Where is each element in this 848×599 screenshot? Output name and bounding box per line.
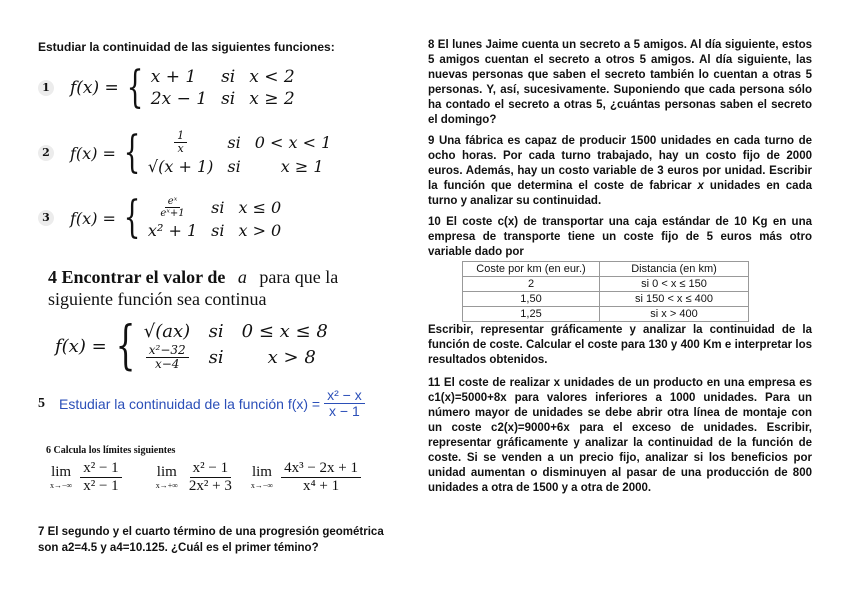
- case-si: si: [208, 347, 224, 368]
- left-brace: {: [123, 192, 141, 243]
- numerator: x²−32: [146, 344, 189, 358]
- function-lhs: f(x) =: [70, 143, 116, 163]
- exercise-number: 3: [38, 210, 54, 226]
- limit-1: [48, 460, 124, 494]
- ex7-line2: son a2=4.5 y a4=10.125. ¿Cuál es el primer témino?: [38, 542, 319, 554]
- numerator: x² − x: [324, 388, 365, 404]
- table-row: [463, 277, 749, 292]
- case-expr: √(x + 1): [147, 157, 214, 177]
- numerator: x² − 1: [80, 460, 121, 478]
- ex9-variable: x: [697, 180, 704, 192]
- exercise-1: [38, 62, 295, 113]
- case-expr: √(ax): [143, 320, 191, 342]
- limit-2: [154, 460, 237, 494]
- exercise-number: 5: [38, 395, 45, 411]
- fraction: [146, 344, 189, 371]
- denominator: 2x² + 3: [188, 477, 232, 494]
- fraction: [186, 460, 235, 494]
- ex4-line2: siguiente función sea continua: [48, 289, 267, 309]
- denominator: x − 1: [329, 403, 360, 420]
- exercise-3: [38, 192, 282, 243]
- denominator: eˣ+1: [160, 208, 185, 219]
- ex4-variable: a: [237, 267, 247, 287]
- piecewise-cases: [144, 321, 328, 371]
- numerator: x² − 1: [190, 460, 231, 478]
- piecewise-cases: [148, 196, 281, 240]
- exercise-number: 2: [38, 145, 54, 161]
- ex5-text: Estudiar la continuidad de la función f(x) =: [59, 395, 321, 412]
- table-header-row: [463, 262, 749, 277]
- denominator: x−4: [154, 357, 180, 371]
- exercise-9: [428, 134, 812, 209]
- ex4-title-end: para que la: [259, 267, 339, 287]
- case-si: si: [208, 320, 224, 342]
- fraction: [150, 196, 195, 219]
- fraction: [80, 460, 121, 494]
- case-si: si: [211, 198, 225, 217]
- lim-sub: x→−∞: [250, 481, 274, 490]
- left-brace: {: [115, 316, 136, 376]
- left-brace: {: [123, 127, 141, 179]
- lim-text: lim: [156, 464, 177, 480]
- case-cond: x ≥ 1: [280, 157, 324, 177]
- case-si: si: [227, 157, 241, 177]
- denominator: x⁴ + 1: [302, 477, 340, 494]
- case-cond: x > 0: [238, 221, 282, 240]
- lim-sub: x→+∞: [155, 481, 178, 490]
- ex4-title-start: 4 Encontrar el valor de: [48, 267, 226, 287]
- table-row: [463, 292, 749, 307]
- case-expr: 2x − 1: [150, 89, 208, 109]
- exercise-number: 1: [38, 80, 54, 96]
- case-cond: x ≥ 2: [249, 89, 295, 109]
- table-cell: si x > 400: [600, 307, 749, 322]
- fraction: [281, 460, 361, 494]
- case-cond: x > 8: [267, 347, 316, 368]
- table-header: Distancia (en km): [600, 262, 749, 277]
- case-si: si: [221, 67, 236, 87]
- exercise-7: [38, 524, 384, 556]
- exercise-8: 8 El lunes Jaime cuenta un secreto a 5 amigos. Al día siguiente, estos 5 amigos cuentan el secreto a otros 5 amigos. Al día siguiente, las nuevas personas que saben el secreto también lo cuentan a otras 5 personas. Y, así, sucesivamente. Suponiendo que cada persona sólo ha contado el secreto a otras 5, ¿cuántas personas saben el secreto el domingo?: [428, 39, 812, 126]
- numerator: 1: [174, 130, 187, 143]
- exercise-4-title: [48, 266, 338, 310]
- case-cond: x < 2: [249, 67, 295, 87]
- table-cell: 2: [463, 277, 600, 292]
- fraction: [324, 388, 365, 420]
- case-cond: 0 ≤ x ≤ 8: [241, 320, 328, 342]
- case-cond: 0 < x < 1: [254, 133, 332, 153]
- exercise-5: [38, 388, 367, 420]
- limit-operator: [251, 464, 273, 490]
- ex9-text-b: unidades en cada turno y analizar su continuidad.: [428, 180, 812, 207]
- piecewise-cases: [148, 130, 331, 176]
- numerator: 4x³ − 2x + 1: [281, 460, 361, 478]
- case-si: si: [227, 133, 241, 153]
- piecewise-cases: [151, 67, 295, 109]
- exercise-6-limits: [48, 460, 363, 494]
- table-cell: si 0 < x ≤ 150: [600, 277, 749, 292]
- lim-sub: x→−∞: [50, 481, 73, 490]
- exercise-10: 10 El coste c(x) de transportar una caja estándar de 10 Kg en una empresa de transporte tiene un coste fijo de 5 euros más otro variable dado por: [428, 216, 812, 258]
- exercise-11: 11 El coste de realizar x unidades de un producto en una empresa es c1(x)=5000+8x para valores inferiores a 1000 unidades. Para un número mayor de unidades se debe abrir otra línea de montaje con un coste c2(x)=9000+6x para el exceso de unidades. Escribir, representar gráficamente y analizar la continuidad de la función de coste. Si se venden a un precio fijo, analizar si los beneficios por unidad aumentan o disminuyen al pasar de una producción de 800 unidades a otra de 1500 y a otra de 2000.: [428, 377, 812, 494]
- case-cond: x ≤ 0: [238, 198, 282, 217]
- intro-text: Estudiar la continuidad de las siguientes funciones:: [38, 40, 335, 54]
- limit-operator: [50, 464, 72, 490]
- table-cell: 1,50: [463, 292, 600, 307]
- exercise-2: [38, 127, 332, 179]
- lim-text: lim: [51, 464, 72, 480]
- ex7-line1: 7 El segundo y el cuarto término de una progresión geométrica: [38, 526, 384, 538]
- numerator: eˣ: [165, 196, 180, 208]
- function-lhs: f(x) =: [70, 78, 119, 98]
- table-cell: 1,25: [463, 307, 600, 322]
- table-cell: si 150 < x ≤ 400: [600, 292, 749, 307]
- ex9-text-a: 9 Una fábrica es capaz de producir 1500 unidades en cada turno de ocho horas. Por cada turno trabajado, hay un costo fijo de 2000 euros. Además, hay un costo variable de 3 euros por unidad. Escribir la función que determina el coste de fabricar: [428, 135, 812, 192]
- cost-table: [462, 261, 749, 322]
- function-lhs: f(x) =: [55, 335, 107, 357]
- limit-3: [249, 460, 363, 494]
- table-row: [463, 307, 749, 322]
- denominator: x: [177, 142, 184, 156]
- case-expr: x + 1: [150, 67, 197, 87]
- denominator: x² − 1: [83, 477, 119, 494]
- exercise-10-instructions: Escribir, representar gráficamente y analizar la continuidad de la función de coste. Calcular el coste para 130 y 400 Km e interpretar los resultados obtenidos.: [428, 324, 812, 366]
- exercise-4-function: [55, 316, 328, 376]
- fraction: [150, 130, 211, 155]
- exercise-6-title: 6 Calcula los límites siguientes: [46, 445, 176, 456]
- left-brace: {: [126, 62, 144, 113]
- function-lhs: f(x) =: [70, 208, 116, 228]
- case-expr: x² + 1: [147, 221, 198, 240]
- limit-operator: [156, 464, 178, 490]
- right-column: [428, 38, 812, 496]
- case-si: si: [211, 221, 225, 240]
- table-header: Coste por km (en eur.): [463, 262, 600, 277]
- case-si: si: [221, 89, 236, 109]
- lim-text: lim: [251, 464, 272, 480]
